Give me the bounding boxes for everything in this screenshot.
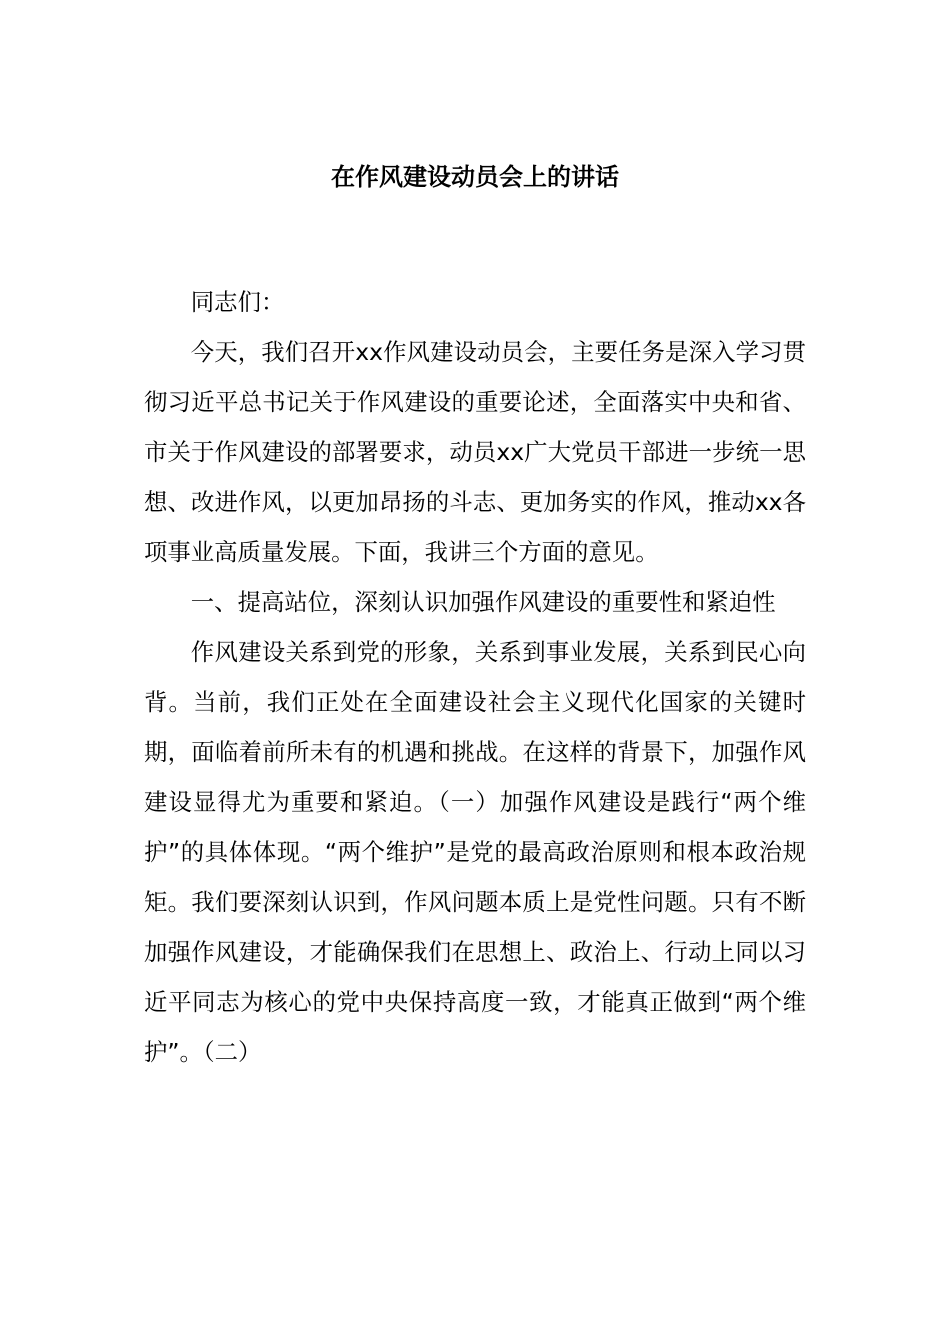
- document-title: 在作风建设动员会上的讲话: [331, 163, 619, 191]
- intro-paragraph: 今天，我们召开xx作风建设动员会，主要任务是深入学习贯彻习近平总书记关于作风建设的重要论述，全面落实中央和省、市关于作风建设的部署要求，动员xx广大党员干部进一步统一思想、改进作风，以更加昂扬的斗志、更加务实的作风，推动xx各项事业高质量发展。下面，我讲三个方面的意见。: [144, 338, 806, 566]
- section-1-paragraph: 作风建设关系到党的形象，关系到事业发展，关系到民心向背。当前，我们正处在全面建设社会主义现代化国家的关键时期，面临着前所未有的机遇和挑战。在这样的背景下，加强作风建设显得尤为重要和紧迫。（一）加强作风建设是践行“两个维护”的具体体现。“两个维护”是党的最高政治原则和根本政治规矩。我们要深刻认识到，作风问题本质上是党性问题。只有不断加强作风建设，才能确保我们在思想上、政治上、行动上同以习近平同志为核心的党中央保持高度一致，才能真正做到“两个维护”。（二）: [144, 638, 806, 1066]
- document-body: [144, 277, 806, 1077]
- salutation-paragraph: 同志们：: [190, 288, 285, 316]
- section-heading-1: 一、提高站位，深刻认识加强作风建设的重要性和紧迫性: [190, 588, 776, 616]
